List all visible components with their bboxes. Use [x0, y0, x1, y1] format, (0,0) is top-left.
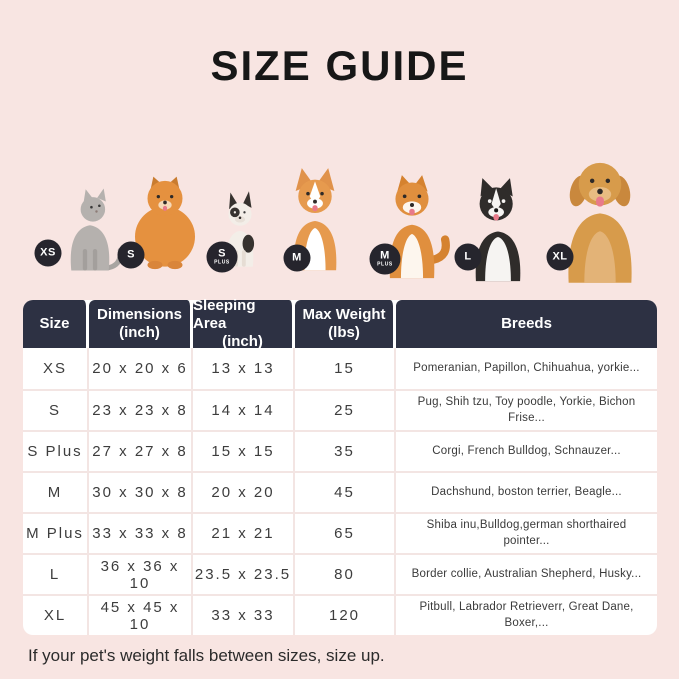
sleeping-area-cell: 14 x 14 — [193, 391, 295, 430]
pet-cat — [54, 180, 126, 272]
dimensions-cell: 20 x 20 x 6 — [89, 348, 193, 389]
max-weight-cell: 65 — [295, 514, 396, 553]
pets-row — [0, 130, 679, 290]
sleeping-area-cell: 33 x 33 — [193, 596, 295, 635]
badge-label: M — [380, 249, 390, 262]
badge-label: L — [464, 250, 472, 263]
size-badge-m-plus — [370, 244, 401, 275]
size-cell: M Plus — [23, 514, 89, 553]
size-badge-l — [455, 244, 482, 271]
table-row-xl — [23, 594, 657, 635]
breeds-cell: Corgi, French Bulldog, Schnauzer... — [432, 444, 621, 457]
header-size: Size — [23, 300, 89, 348]
max-weight-cell: 80 — [295, 555, 396, 594]
max-weight-cell: 35 — [295, 432, 396, 471]
header-breeds: Breeds — [396, 300, 657, 348]
size-cell: L — [23, 555, 89, 594]
table-row-m-plus — [23, 512, 657, 553]
badge-label: M — [292, 251, 302, 264]
size-cell: M — [23, 473, 89, 512]
cat-photo — [54, 180, 126, 272]
table-header-row — [23, 297, 657, 350]
dimensions-cell: 45 x 45 x 10 — [89, 596, 193, 635]
dimensions-cell: 30 x 30 x 8 — [89, 473, 193, 512]
sleeping-area-cell: 15 x 15 — [193, 432, 295, 471]
size-badge-m — [284, 245, 311, 272]
breeds-cell: Pug, Shih tzu, Toy poodle, Yorkie, Bichon Frise... — [417, 395, 636, 424]
table-row-s-plus — [23, 430, 657, 471]
size-badge-xl — [547, 244, 574, 271]
badge-sublabel: PLUS — [377, 261, 393, 268]
max-weight-cell: 15 — [295, 348, 396, 389]
size-badge-s — [118, 242, 145, 269]
header-dimensions: Dimensions (inch) — [89, 300, 193, 348]
sleeping-area-cell: 21 x 21 — [193, 514, 295, 553]
size-cell: XL — [23, 596, 89, 635]
breeds-cell: Dachshund, boston terrier, Beagle... — [431, 485, 622, 498]
badge-label: S — [218, 247, 226, 260]
size-badge-s-plus — [207, 242, 238, 273]
page-title: SIZE GUIDE — [210, 42, 469, 89]
max-weight-cell: 25 — [295, 391, 396, 430]
dimensions-cell: 27 x 27 x 8 — [89, 432, 193, 471]
dimensions-cell: 23 x 23 x 8 — [89, 391, 193, 430]
footer-note: If your pet's weight falls between sizes, size up. — [28, 646, 385, 665]
max-weight-cell: 120 — [295, 596, 396, 635]
sleeping-area-cell: 20 x 20 — [193, 473, 295, 512]
max-weight-cell: 45 — [295, 473, 396, 512]
size-table — [23, 297, 657, 635]
breeds-cell: Pitbull, Labrador Retrieverr, Great Dane, Boxer,... — [419, 600, 634, 629]
size-cell: S Plus — [23, 432, 89, 471]
dimensions-cell: 36 x 36 x 10 — [89, 555, 193, 594]
badge-label: XS — [40, 246, 56, 259]
size-cell: S — [23, 391, 89, 430]
sleeping-area-cell: 23.5 x 23.5 — [193, 555, 295, 594]
badge-sublabel: PLUS — [214, 259, 230, 266]
table-row-s — [23, 389, 657, 430]
table-body — [23, 348, 657, 635]
table-row-m — [23, 471, 657, 512]
dimensions-cell: 33 x 33 x 8 — [89, 514, 193, 553]
breeds-cell: Border collie, Australian Shepherd, Husky... — [411, 567, 642, 580]
breeds-cell: Shiba inu,Bulldog,german shorthaired pointer... — [426, 518, 627, 547]
sleeping-area-cell: 13 x 13 — [193, 348, 295, 389]
size-cell: XS — [23, 348, 89, 389]
header-max-weight: Max Weight (lbs) — [295, 300, 396, 348]
table-row-l — [23, 553, 657, 594]
size-badge-xs — [35, 240, 62, 267]
badge-label: XL — [552, 250, 568, 263]
badge-label: S — [127, 248, 135, 261]
table-row-xs — [23, 348, 657, 389]
header-sleeping-area: Sleeping Area (inch) — [193, 300, 295, 348]
breeds-cell: Pomeranian, Papillon, Chihuahua, yorkie... — [413, 361, 640, 374]
